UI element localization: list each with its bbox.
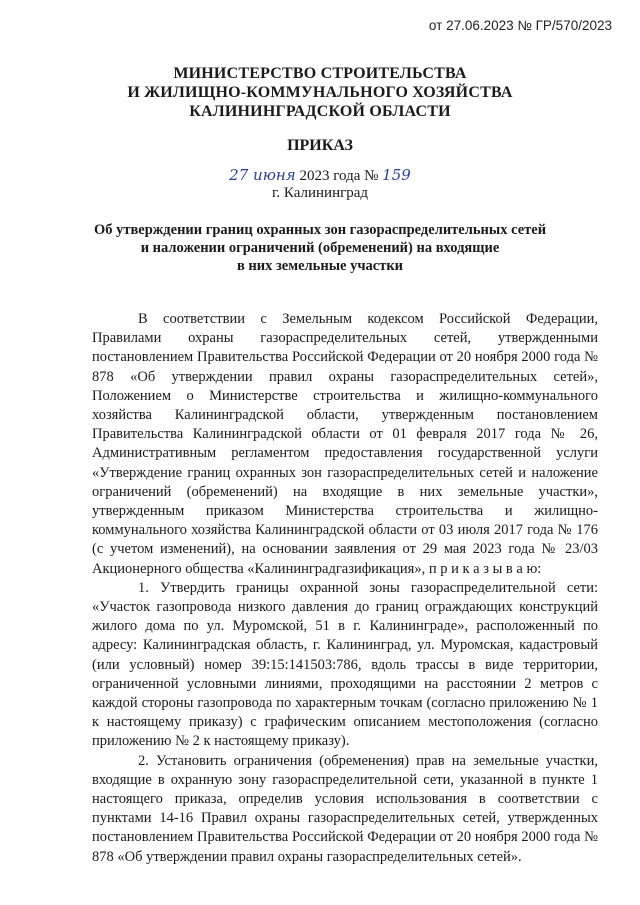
subject-line-3: в них земельные участки	[236, 258, 404, 274]
document-body	[92, 310, 598, 867]
ministry-line-2: И ЖИЛИЩНО-КОММУНАЛЬНОГО ХОЗЯЙСТВА	[127, 84, 513, 101]
registration-stamp: от 27.06.2023 № ГР/570/2023	[428, 18, 612, 33]
city-line: г. Калининград	[271, 185, 369, 201]
clause-1-paragraph: 1. Утвердить границы охранной зоны газораспределительной сети: «Участок газопровода низкого давления до границ ограждающих конструкций жилого дома по ул. Муромской, 51 в г. Калининграде», расположенный по адресу: Калининградская область, г. Калининград, ул. Муромская, кадастровый (или условный) номер 39:15:141503:786, вдоль трассы в виде территории, ограниченной условными линиями, проходящими на расстоянии 2 метров с каждой стороны газопровода по характерным точкам (согласно приложению № 1 к настоящему приказу) с графическим описанием местоположения (согласно приложению № 2 к настоящему приказу).	[92, 579, 598, 750]
document-type: ПРИКАЗ	[287, 137, 353, 154]
ministry-line-3: КАЛИНИНГРАДСКОЙ ОБЛАСТИ	[189, 103, 451, 120]
subject-line-2: и наложении ограничений (обременений) на входящие	[140, 240, 500, 256]
clause-2-paragraph: 2. Установить ограничения (обременения) прав на земельные участки, входящие в охранную зону газораспределительной сети, указанной в пункте 1 настоящего приказа, определив условия использования в соответствии с пунктами 14-16 Правил охраны газораспределительных сетей, утвержденных постановлением Правительства Российской Федерации от 20 ноября 2000 года № 878 «Об утверждении правил охраны газораспределительных сетей».	[92, 752, 598, 865]
handwritten-date: 27 июня	[229, 166, 296, 184]
ministry-line-1: МИНИСТЕРСТВО СТРОИТЕЛЬСТВА	[173, 65, 467, 82]
preamble-paragraph: В соответствии с Земельным кодексом Российской Федерации, Правилами охраны газораспределительных сетей, утвержденными постановлением Правительства Российской Федерации от 20 ноября 2000 года № 878 «Об утверждении правил охраны газораспределительных сетей», Положением о Министерстве строительства и жилищно-коммунального хозяйства Калининградской области, утвержденным постановлением Правительства Калининградской области от 01 февраля 2017 года № 26, Административным регламентом предоставления государственной услуги «Утверждение границ охранных зон газораспределительных сетей и наложение ограничений (обременений) на входящие в них земельные участки», утвержденным приказом Министерства строительства и жилищно-коммунального хозяйства Калининградской области от 03 июля 2017 года № 176 (с учетом изменений), на основании заявления от 29 мая 2023 года № 23/03 Акционерного общества «Калининградгазификация», п р и к а з ы в а ю:	[92, 311, 598, 577]
subject-line-1: Об утверждении границ охранных зон газораспределительных сетей	[93, 222, 547, 238]
handwritten-number: 159	[382, 166, 411, 184]
year-label: 2023 года №	[299, 168, 379, 184]
document-subject	[0, 221, 640, 275]
date-line	[0, 166, 640, 185]
ministry-header	[0, 64, 640, 121]
